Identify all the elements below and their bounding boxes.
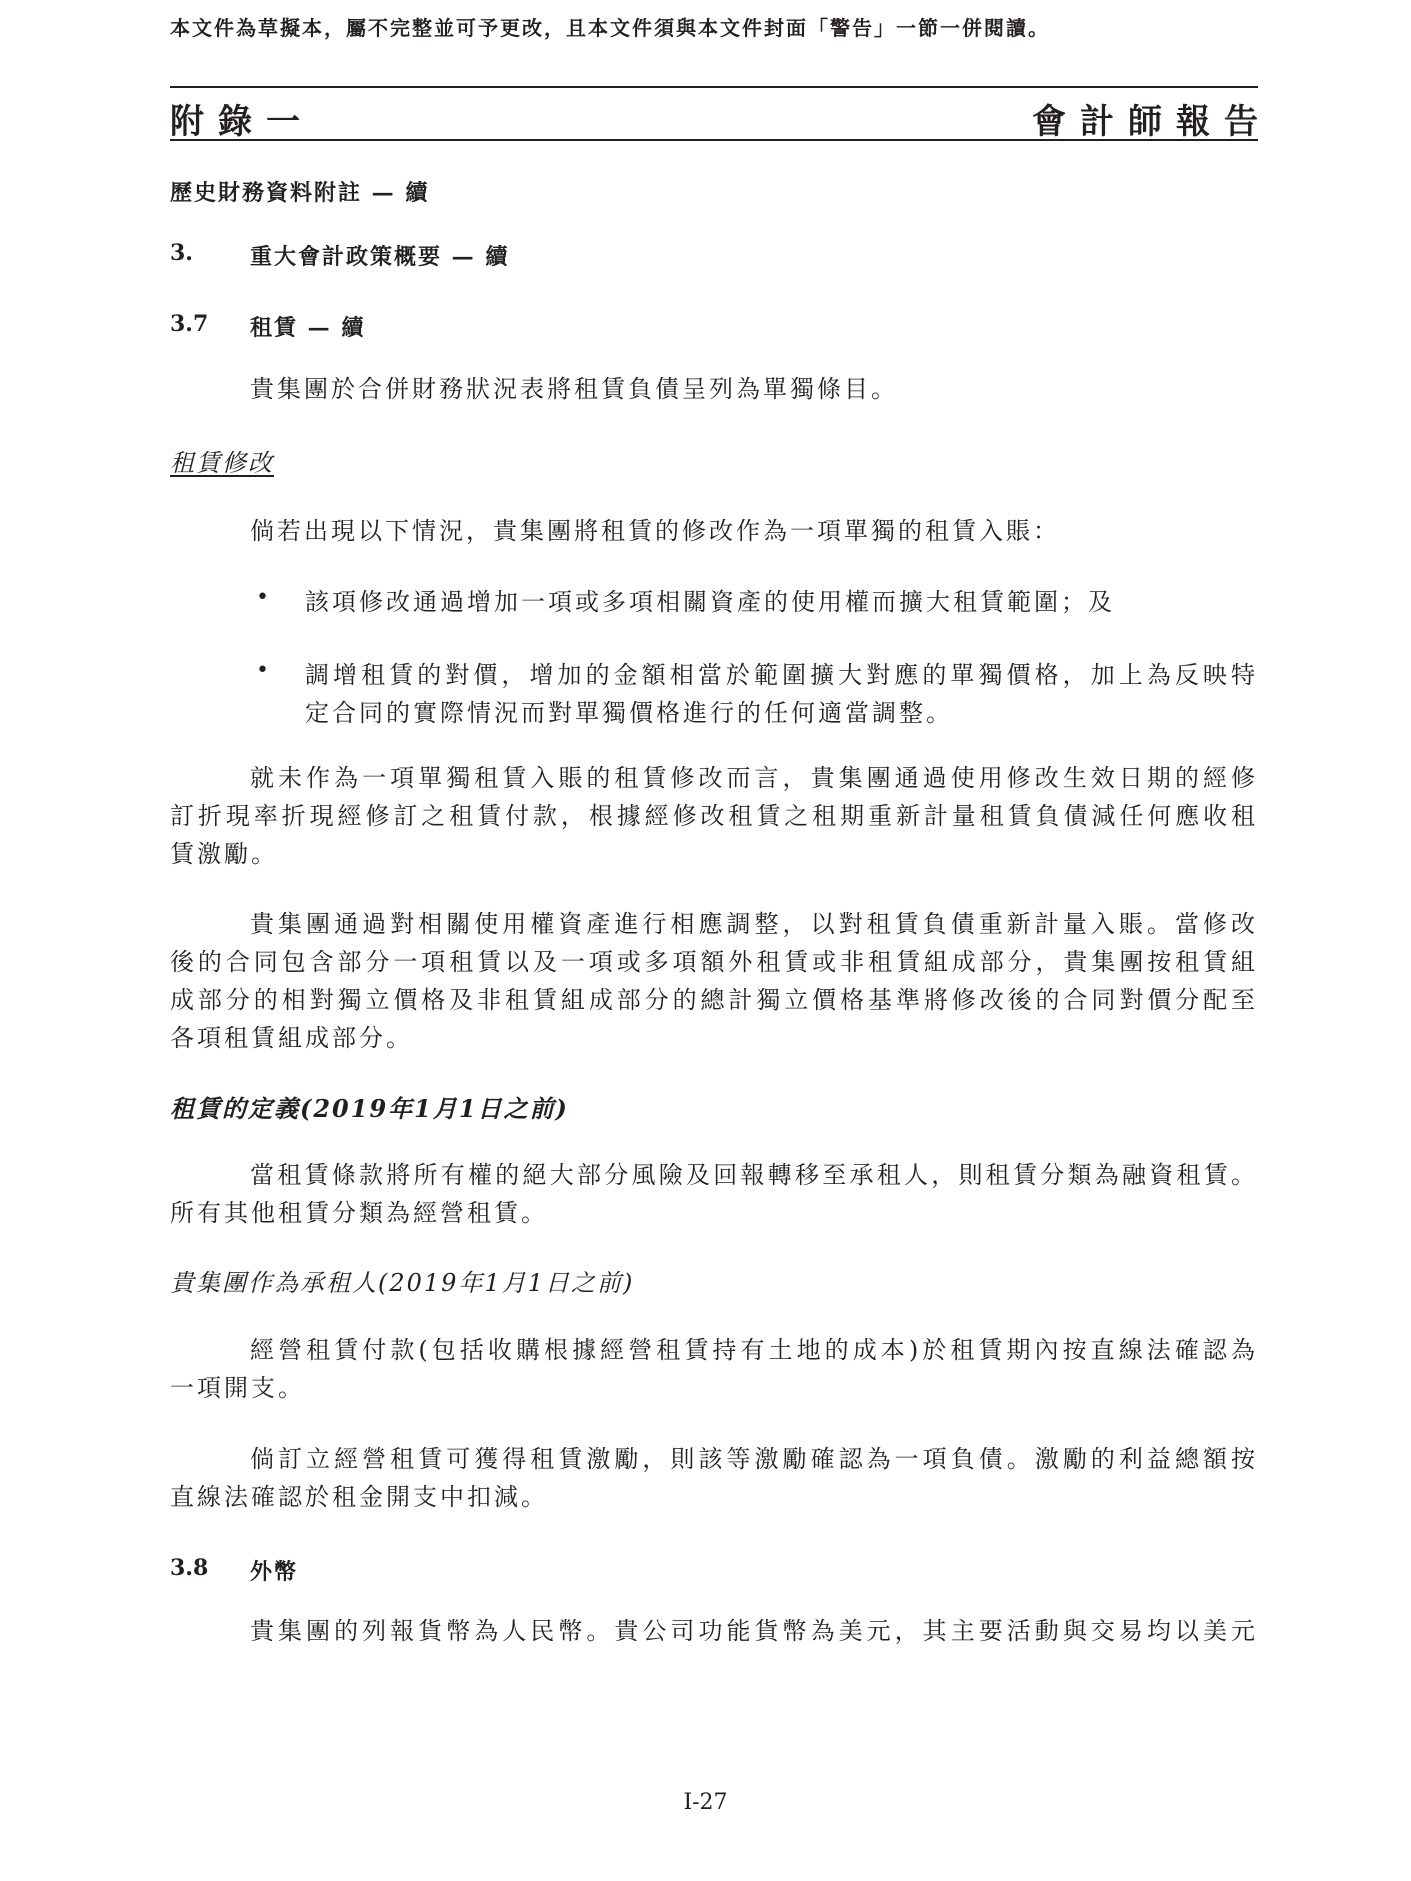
definition-line-2: 所有其他租賃分類為經營租賃。 — [170, 1199, 548, 1227]
paragraph-operating-lease — [170, 1331, 1258, 1407]
not-separate-line-3: 賃激勵。 — [170, 840, 278, 868]
bullet-1-text: 該項修改通過增加一項或多項相關資產的使用權而擴大租賃範圍；及 — [305, 588, 1115, 616]
page-number: I-27 — [683, 1790, 728, 1815]
appendix-label: 附錄一 — [170, 102, 314, 142]
bullet-2-text — [305, 656, 1258, 732]
section-title: 歷史財務資料附註 — 續 — [170, 180, 430, 206]
section-3-8-title: 外幣 — [250, 1559, 299, 1585]
header-rule-top — [170, 86, 1258, 88]
currency-line-1: 貴集團的列報貨幣為人民幣。貴公司功能貨幣為美元，其主要活動與交易均以美元 — [250, 1617, 1258, 1645]
paragraph-not-separate — [170, 759, 1258, 873]
operating-lease-line-1: 經營租賃付款(包括收購根據經營租賃持有土地的成本)於租賃期內按直線法確認為 — [250, 1336, 1258, 1364]
section-3-8-number: 3.8 — [170, 1555, 209, 1581]
lessee-heading: 貴集團作為承租人(2019年1月1日之前) — [170, 1269, 635, 1297]
operating-lease-line-2: 一項開支。 — [170, 1374, 305, 1402]
section-3-number: 3. — [170, 240, 193, 266]
remeasure-line-4: 各項租賃組成部分。 — [170, 1024, 413, 1052]
bullet-1-dot: • — [256, 585, 269, 610]
remeasure-line-3: 成部分的相對獨立價格及非租賃組成部分的總計獨立價格基準將修改後的合同對價分配至 — [170, 986, 1258, 1014]
incentive-line-1: 倘訂立經營租賃可獲得租賃激勵，則該等激勵確認為一項負債。激勵的利益總額按 — [250, 1445, 1258, 1473]
remeasure-line-1: 貴集團通過對相關使用權資產進行相應調整，以對租賃負債重新計量入賬。當修改 — [250, 910, 1258, 938]
draft-notice: 本文件為草擬本，屬不完整並可予更改，且本文件須與本文件封面「警告」一節一併閱讀。 — [170, 16, 1050, 40]
incentive-line-2: 直線法確認於租金開支中扣減。 — [170, 1483, 548, 1511]
paragraph-remeasure — [170, 905, 1258, 1057]
bullet-2-dot: • — [256, 658, 269, 683]
paragraph-intro: 貴集團於合併財務狀況表將租賃負債呈列為單獨條目。 — [250, 375, 898, 403]
section-3-7-title: 租賃 — 續 — [250, 315, 366, 341]
remeasure-line-2: 後的合同包含部分一項租賃以及一項或多項額外租賃或非租賃組成部分，貴集團按租賃組 — [170, 948, 1258, 976]
section-3-7-number: 3.7 — [170, 311, 209, 337]
bullet-2-line-1: 調增租賃的對價，增加的金額相當於範圍擴大對應的單獨價格，加上為反映特 — [305, 661, 1258, 689]
bullet-2-line-2: 定合同的實際情況而對單獨價格進行的任何適當調整。 — [305, 699, 953, 727]
report-title: 會計師報告 — [1032, 102, 1272, 142]
lease-modification-heading: 租賃修改 — [170, 449, 274, 477]
not-separate-line-2: 訂折現率折現經修訂之租賃付款，根據經修改租賃之租期重新計量租賃負債減任何應收租 — [170, 802, 1258, 830]
paragraph-currency — [250, 1612, 1258, 1650]
lease-definition-heading: 租賃的定義(2019年1月1日之前) — [170, 1094, 569, 1123]
not-separate-line-1: 就未作為一項單獨租賃入賬的租賃修改而言，貴集團通過使用修改生效日期的經修 — [250, 764, 1258, 792]
paragraph-lease-modification: 倘若出現以下情況，貴集團將租賃的修改作為一項單獨的租賃入賬： — [250, 517, 1060, 545]
paragraph-incentive — [170, 1440, 1258, 1516]
section-3-title: 重大會計政策概要 — 續 — [250, 244, 510, 270]
paragraph-definition — [170, 1156, 1258, 1232]
header-rule-bottom — [170, 139, 1258, 141]
definition-line-1: 當租賃條款將所有權的絕大部分風險及回報轉移至承租人，則租賃分類為融資租賃。 — [250, 1161, 1258, 1189]
